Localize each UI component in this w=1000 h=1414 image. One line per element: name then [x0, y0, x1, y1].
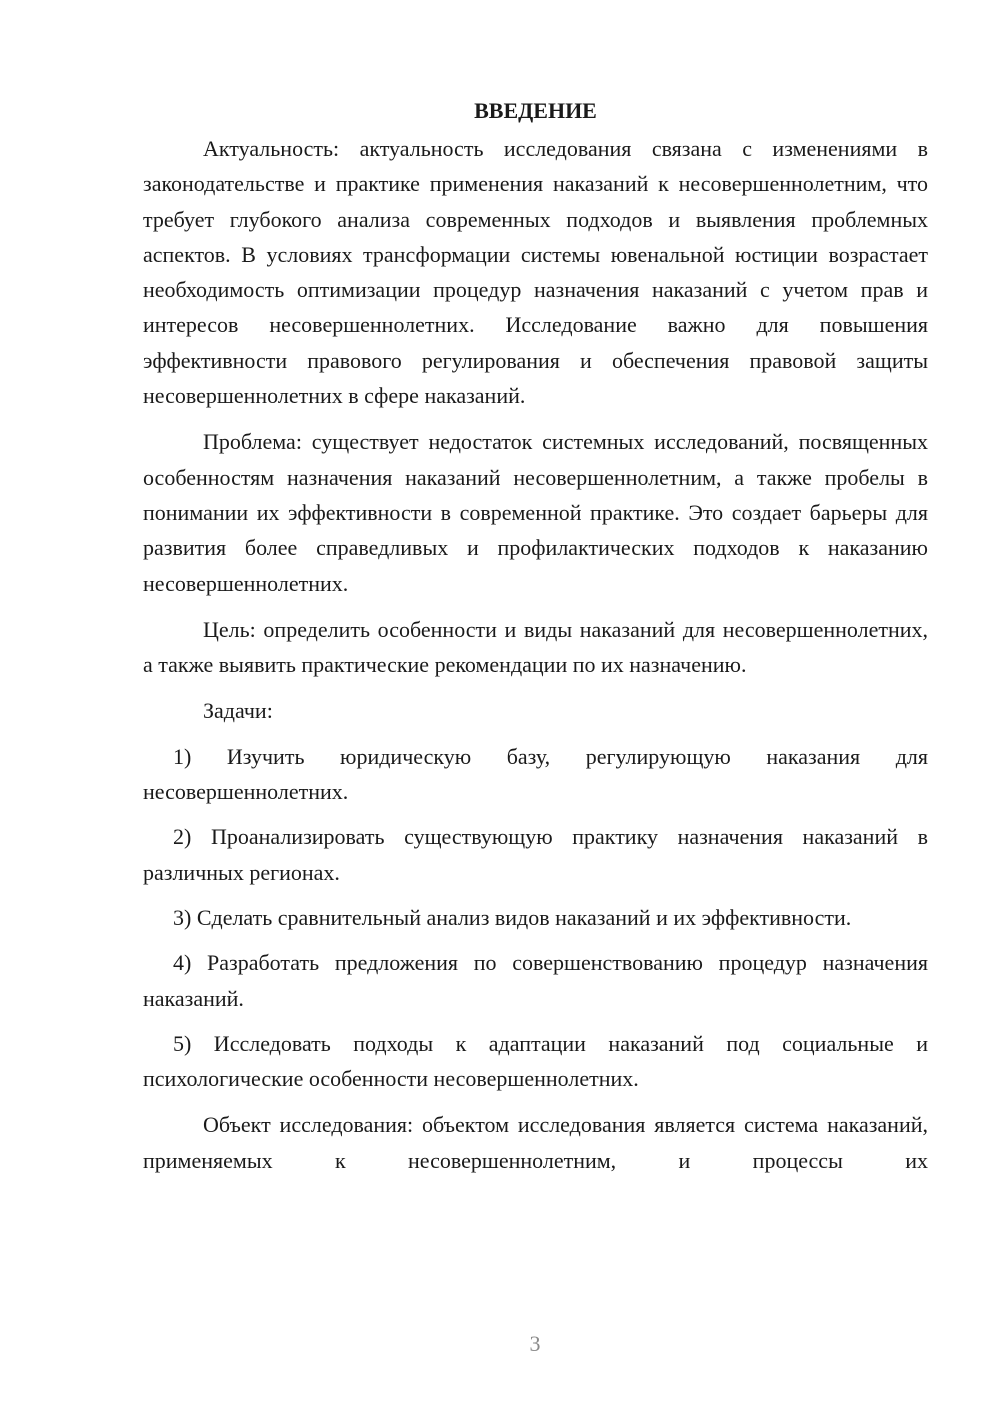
- object-paragraph: Объект исследования: объектом исследования является система наказаний, применяемых к несовершеннолетним, и процессы их: [143, 1112, 928, 1173]
- problem-paragraph: Проблема: существует недостаток системных исследований, посвященных особенностям назначения наказаний несовершеннолетним, а также пробелы в понимании их эффективности в современной практике. Это создает барьеры для развития более справедливых и профилактических подходов к наказанию несовершеннолетних.: [143, 429, 928, 596]
- task-item: 4) Разработать предложения по совершенствованию процедур назначения наказаний.: [143, 950, 928, 1011]
- page-title: ВВЕДЕНИЕ: [474, 98, 597, 123]
- task-item: 2) Проанализировать существующую практику назначения наказаний в различных регионах.: [143, 824, 928, 885]
- document-page: [143, 93, 928, 1178]
- task-item: 1) Изучить юридическую базу, регулирующую наказания для несовершеннолетних.: [143, 743, 928, 805]
- task-item: 3) Сделать сравнительный анализ видов наказаний и их эффективности.: [173, 904, 852, 930]
- page-number: 3: [529, 1331, 541, 1356]
- tasks-heading: Задачи:: [203, 698, 273, 724]
- goal-paragraph: Цель: определить особенности и виды наказаний для несовершеннолетних, а также выявить практические рекомендации по их назначению.: [143, 616, 928, 678]
- task-item: 5) Исследовать подходы к адаптации наказаний под социальные и психологические особенности несовершеннолетних.: [143, 1030, 928, 1092]
- relevance-paragraph: Актуальность: актуальность исследования связана с изменениями в законодательстве и практике применения наказаний к несовершеннолетним, что требует глубокого анализа современных подходов и выявления проблемных аспектов. В условиях трансформации системы ювенальной юстиции возрастает необходимость оптимизации процедур назначения наказаний с учетом прав и интересов несовершеннолетних. Исследование важно для повышения эффективности правового регулирования и обеспечения правовой защиты несовершеннолетних в сфере наказаний.: [143, 136, 928, 409]
